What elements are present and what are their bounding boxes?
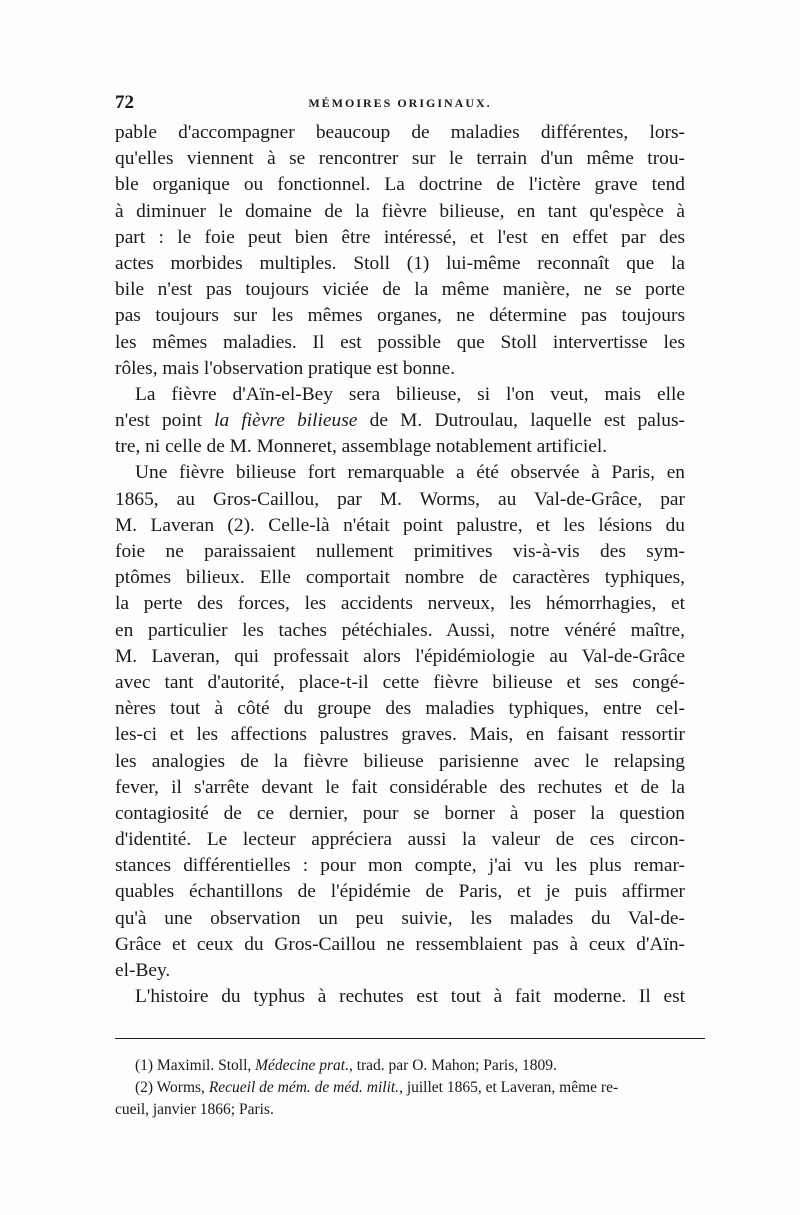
text-line: La fièvre d'Aïn-el-Bey sera bilieuse, si l'on veut, mais elle [135, 383, 685, 405]
text-line: ble organique ou fonctionnel. La doctrine de l'ictère grave tend [115, 174, 685, 196]
footnotes [115, 1055, 685, 1121]
text-line: rôles, mais l'observation pratique est bonne. [115, 357, 456, 379]
text-line: 1865, au Gros-Caillou, par M. Worms, au Val-de-Grâce, par [115, 488, 685, 510]
footnote-1: (1) Maximil. Stoll, Médecine prat., trad. par O. Mahon; Paris, 1809. [135, 1057, 557, 1075]
text-line: el-Bey. [115, 960, 171, 981]
body-text [115, 120, 685, 1010]
paragraph-3 [115, 460, 685, 984]
text-line: actes morbides multiples. Stoll (1) lui-même reconnaît que la [115, 252, 685, 274]
text-line: Une fièvre bilieuse fort remarquable a été observée à Paris, en [135, 462, 685, 484]
paragraph-2 [115, 382, 685, 461]
text-line: fever, il s'arrête devant le fait considérable des rechutes et de la [115, 776, 685, 798]
text-line: les analogies de la fièvre bilieuse parisienne avec le relapsing [115, 750, 685, 772]
text-line: pable d'accompagner beaucoup de maladies différentes, lors- [115, 122, 685, 143]
text-line: M. Laveran, qui professait alors l'épidémiologie au Val-de-Grâce [115, 645, 685, 667]
text-line: tre, ni celle de M. Monneret, assemblage notablement artificiel. [115, 436, 608, 458]
text-line: ptômes bilieux. Elle comportait nombre de caractères typhiques, [115, 567, 685, 589]
text-line: nères tout à côté du groupe des maladies typhiques, entre cel- [115, 698, 685, 720]
text-line: bile n'est pas toujours viciée de la même manière, ne se porte [115, 279, 685, 301]
paragraph-1 [115, 120, 685, 382]
running-title: MÉMOIRES ORIGINAUX. [308, 96, 492, 110]
text-line: les-ci et les affections palustres graves. Mais, en faisant ressortir [115, 724, 685, 746]
text-line: qu'elles viennent à se rencontrer sur le terrain d'un même trou- [115, 148, 685, 170]
text-line: pas toujours sur les mêmes organes, ne détermine pas toujours [115, 305, 685, 327]
text-line: à diminuer le domaine de la fièvre bilieuse, en tant qu'espèce à [115, 200, 685, 222]
text-line: en particulier les taches pétéchiales. Aussi, notre vénéré maître, [115, 619, 685, 641]
book-page [115, 92, 685, 1121]
text-line: foie ne paraissaient nullement primitives vis-à-vis des sym- [115, 541, 685, 562]
paragraph-4 [115, 984, 685, 1010]
text-line: les mêmes maladies. Il est possible que Stoll intervertisse les [115, 331, 685, 353]
text-line: avec tant d'autorité, place-t-il cette fièvre bilieuse et ses congé- [115, 671, 685, 693]
text-line: la perte des forces, les accidents nerveux, les hémorrhagies, et [115, 593, 685, 615]
text-line: qu'à une observation un peu suivie, les malades du Val-de- [115, 907, 685, 929]
text-line: quables échantillons de l'épidémie de Paris, et je puis affirmer [115, 881, 685, 903]
text-line: contagiosité de ce dernier, pour se borner à poser la question [115, 802, 685, 824]
footnote-2: (2) Worms, Recueil de mém. de méd. milit., juillet 1865, et Laveran, même re- [135, 1079, 619, 1097]
text-line: M. Laveran (2). Celle-là n'était point palustre, et les lésions du [115, 514, 685, 536]
footnote-2-continued: cueil, janvier 1866; Paris. [115, 1101, 274, 1119]
text-line: part : le foie peut bien être intéressé, et l'est en effet par des [115, 226, 685, 248]
text-line: Grâce et ceux du Gros-Caillou ne ressemblaient pas à ceux d'Aïn- [115, 933, 685, 955]
text-line: stances différentielles : pour mon compte, j'ai vu les plus remar- [115, 855, 685, 877]
text-line: n'est point la fièvre bilieuse de M. Dutroulau, laquelle est palus- [115, 410, 686, 432]
running-head [115, 92, 685, 120]
italic-reference: la fièvre bilieuse [214, 410, 358, 432]
text-line: L'histoire du typhus à rechutes est tout à fait moderne. Il est [135, 986, 685, 1008]
footnote-rule [115, 1038, 705, 1039]
page-number: 72 [115, 92, 134, 113]
text-line: d'identité. Le lecteur appréciera aussi la valeur de ces circon- [115, 829, 685, 851]
